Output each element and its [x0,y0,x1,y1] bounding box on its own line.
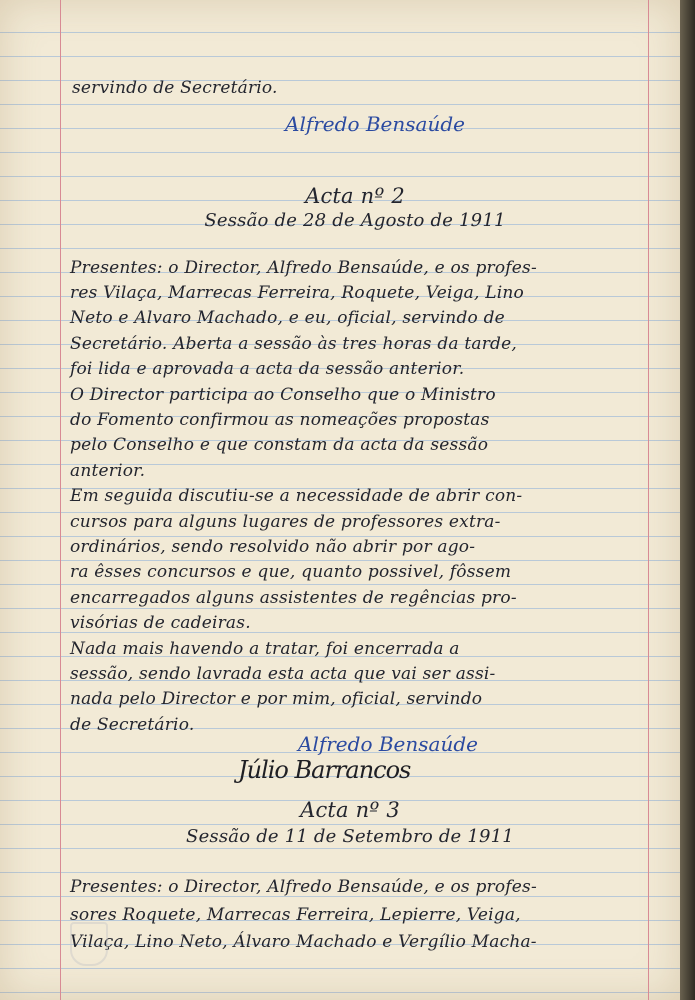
act2-line: ordinários, sendo resolvido não abrir por ago- [70,537,476,557]
act2-line: Secretário. Aberta a sessão às tres horas da tarde, [70,334,517,354]
act3-session: Sessão de 11 de Setembro de 1911 [186,826,514,847]
left-margin-rule [60,0,61,1000]
signature-top: Alfredo Bensaúde [285,112,465,136]
act3-line: Vilaça, Lino Neto, Álvaro Machado e Vergílio Macha- [70,932,537,952]
act2-line: Nada mais havendo a tratar, foi encerrada a [70,639,460,659]
act2-line: de Secretário. [70,715,195,735]
act2-line: pelo Conselho e que constam da acta da sessão [70,435,489,455]
act2-line: ra êsses concursos e que, quanto possivel, fôssem [70,562,512,582]
act2-line: visórias de cadeiras. [70,613,251,633]
act3-title: Acta nº 3 [300,798,400,822]
act2-line: do Fomento confirmou as nomeações propostas [70,410,490,430]
act2-line: nada pelo Director e por mim, oficial, servindo [70,689,483,709]
act2-line: anterior. [70,461,146,481]
act2-line: Em seguida discutiu-se a necessidade de abrir con- [70,486,523,506]
top-line: servindo de Secretário. [72,78,278,98]
act3-line: sores Roquete, Marrecas Ferreira, Lepierre, Veiga, [70,905,521,925]
act2-session: Sessão de 28 de Agosto de 1911 [204,210,506,231]
act3-line: Presentes: o Director, Alfredo Bensaúde, e os profes- [70,877,537,897]
act2-line: res Vilaça, Marrecas Ferreira, Roquete, Veiga, Lino [70,283,524,303]
act2-line: cursos para alguns lugares de professores extra- [70,512,501,532]
act2-line: foi lida e aprovada a acta da sessão anterior. [70,359,465,379]
act2-line: sessão, sendo lavrada esta acta que vai ser assi- [70,664,496,684]
act2-line: O Director participa ao Conselho que o Ministro [70,385,496,405]
page-binding-edge [680,0,695,1000]
right-margin-rule [648,0,649,1000]
act2-line: encarregados alguns assistentes de regências pro- [70,588,517,608]
library-stamp [70,922,108,966]
act2-line: Neto e Alvaro Machado, e eu, oficial, servindo de [70,308,505,328]
act2-title: Acta nº 2 [305,184,405,208]
signature-secretary: Júlio Barrancos [238,756,411,784]
act2-line: Presentes: o Director, Alfredo Bensaúde, e os profes- [70,258,537,278]
signature-director: Alfredo Bensaúde [298,732,478,756]
